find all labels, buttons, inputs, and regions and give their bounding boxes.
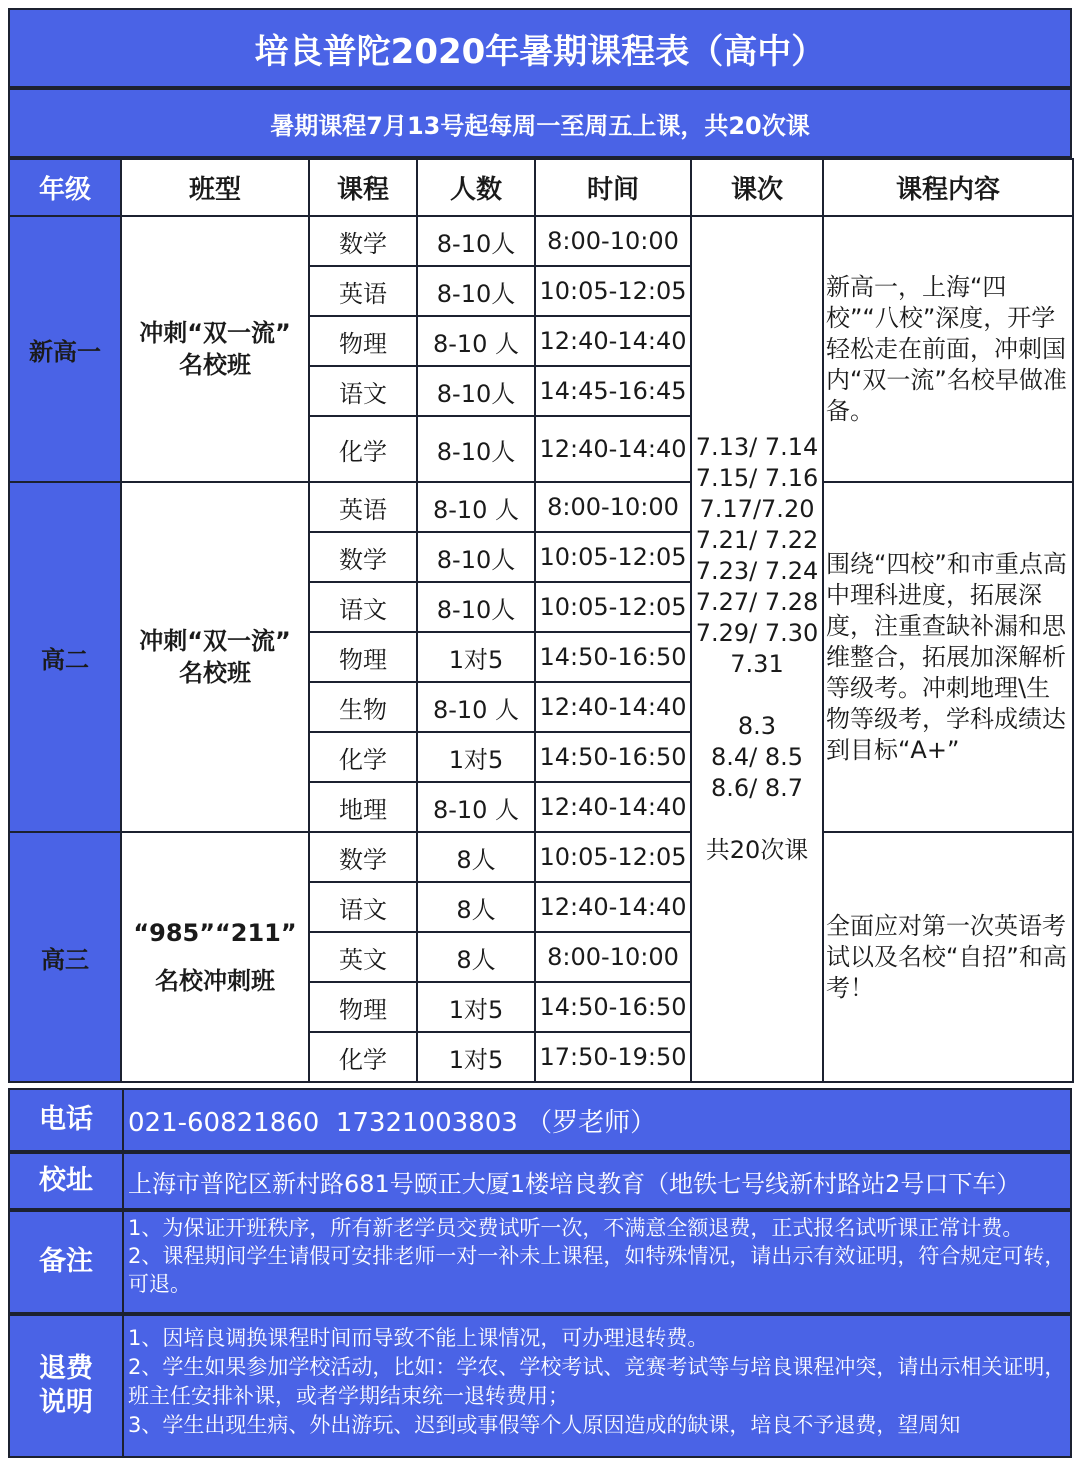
phone-row [8, 1088, 1072, 1152]
course-cell: 数学 [309, 216, 417, 266]
course-cell: 英语 [309, 266, 417, 316]
address-label: 校址 [10, 1154, 124, 1208]
time-cell: 10:05-12:05 [535, 832, 691, 882]
size-cell: 8人 [417, 832, 535, 882]
class-type-line: “985”“211” [133, 919, 297, 947]
refund-label-line-2: 说明 [39, 1387, 93, 1418]
refund-row [8, 1314, 1072, 1458]
address-value: 上海市普陀区新村路681号颐正大厦1楼培良教育（地铁七号线新村路站2号口下车） [128, 1169, 1021, 1198]
time-cell: 12:40-14:40 [535, 882, 691, 932]
class-type-line: 名校班 [179, 659, 251, 687]
table-row [9, 482, 1073, 532]
refund-label [10, 1316, 124, 1456]
course-cell: 地理 [309, 782, 417, 832]
time-cell: 10:05-12:05 [535, 582, 691, 632]
course-content-cell: 全面应对第一次英语考试以及名校“自招”和高考！ [823, 832, 1073, 1082]
table-header-row [9, 159, 1073, 216]
header-time: 时间 [535, 159, 691, 216]
sessions-line: 7.13/ 7.14 [695, 433, 819, 461]
size-cell: 8-10人 [417, 216, 535, 266]
class-type-cell [121, 832, 309, 1082]
course-cell: 英文 [309, 932, 417, 982]
header-sessions: 课次 [691, 159, 823, 216]
schedule-table [8, 158, 1074, 1083]
size-cell: 8人 [417, 882, 535, 932]
size-cell: 8-10 人 [417, 782, 535, 832]
phone-value: 021-60821860 17321003803 （罗老师） [128, 1107, 657, 1138]
course-cell: 数学 [309, 532, 417, 582]
size-cell: 8-10人 [417, 416, 535, 482]
class-type-cell [121, 216, 309, 482]
sessions-line: 7.27/ 7.28 [695, 588, 819, 616]
notes-label: 备注 [10, 1212, 124, 1312]
grade-cell: 高二 [9, 482, 121, 832]
course-cell: 语文 [309, 366, 417, 416]
time-cell: 12:40-14:40 [535, 782, 691, 832]
class-type-cell [121, 482, 309, 832]
schedule-poster [8, 8, 1072, 1458]
class-type-line: 名校班 [179, 351, 251, 379]
header-grade: 年级 [9, 159, 121, 216]
sessions-line: 7.15/ 7.16 [695, 464, 819, 492]
size-cell: 8-10人 [417, 532, 535, 582]
sessions-line: 7.21/ 7.22 [695, 526, 819, 554]
sessions-line: 7.17/7.20 [699, 495, 815, 523]
table-row [9, 216, 1073, 266]
time-cell: 8:00-10:00 [535, 482, 691, 532]
class-type-line: 冲刺“双一流” [139, 319, 291, 347]
size-cell: 8-10 人 [417, 316, 535, 366]
course-cell: 化学 [309, 416, 417, 482]
course-cell: 数学 [309, 832, 417, 882]
size-cell: 8人 [417, 932, 535, 982]
table-row [9, 832, 1073, 882]
course-cell: 化学 [309, 1032, 417, 1082]
refund-text [124, 1316, 1070, 1456]
course-cell: 生物 [309, 682, 417, 732]
size-cell: 1对5 [417, 982, 535, 1032]
time-cell: 12:40-14:40 [535, 416, 691, 482]
course-cell: 语文 [309, 882, 417, 932]
course-content-cell: 围绕“四校”和市重点高中理科进度，拓展深度，注重查缺补漏和思维整合，拓展加深解析等级考。冲刺地理\生物等级考，学科成绩达到目标“A+” [823, 482, 1073, 832]
class-type-line: 冲刺“双一流” [139, 627, 291, 655]
time-cell: 10:05-12:05 [535, 532, 691, 582]
header-size: 人数 [417, 159, 535, 216]
size-cell: 8-10 人 [417, 682, 535, 732]
phone-label: 电话 [10, 1090, 124, 1150]
time-cell: 10:05-12:05 [535, 266, 691, 316]
course-cell: 英语 [309, 482, 417, 532]
page-title: 培良普陀2020年暑期课程表（高中） [8, 8, 1072, 88]
sessions-line: 7.29/ 7.30 [695, 619, 819, 647]
sessions-line: 7.31 [730, 650, 784, 678]
page-subtitle: 暑期课程7月13号起每周一至周五上课，共20次课 [8, 88, 1072, 158]
time-cell: 14:45-16:45 [535, 366, 691, 416]
time-cell: 8:00-10:00 [535, 216, 691, 266]
time-cell: 17:50-19:50 [535, 1032, 691, 1082]
refund-item-1: 1、因培良调换课程时间而导致不能上课情况，可办理退转费。 [128, 1326, 709, 1350]
time-cell: 12:40-14:40 [535, 682, 691, 732]
course-content-cell: 新高一，上海“四校”“八校”深度，开学轻松走在前面，冲刺国内“双一流”名校早做准备。 [823, 216, 1073, 482]
time-cell: 12:40-14:40 [535, 316, 691, 366]
sessions-line [692, 680, 822, 711]
class-type-line: 名校冲刺班 [155, 967, 275, 995]
size-cell: 8-10人 [417, 366, 535, 416]
course-cell: 物理 [309, 316, 417, 366]
header-content: 课程内容 [823, 159, 1073, 216]
sessions-line: 共20次课 [705, 836, 809, 864]
course-cell: 物理 [309, 982, 417, 1032]
note-item-2: 2、课程期间学生请假可安排老师一对一补未上课程，如特殊情况，请出示有效证明，符合规定可转，可退。 [128, 1244, 1066, 1296]
address-row [8, 1152, 1072, 1210]
time-cell: 8:00-10:00 [535, 932, 691, 982]
grade-cell: 新高一 [9, 216, 121, 482]
time-cell: 14:50-16:50 [535, 732, 691, 782]
size-cell: 1对5 [417, 732, 535, 782]
note-item-1: 1、为保证开班秩序，所有新老学员交费试听一次，不满意全额退费，正式报名试听课正常计费。 [128, 1216, 1024, 1240]
time-cell: 14:50-16:50 [535, 982, 691, 1032]
refund-label-line-1: 退费 [39, 1353, 93, 1384]
sessions-line [692, 804, 822, 835]
header-course: 课程 [309, 159, 417, 216]
grade-cell: 高三 [9, 832, 121, 1082]
size-cell: 1对5 [417, 632, 535, 682]
size-cell: 8-10 人 [417, 482, 535, 532]
size-cell: 8-10人 [417, 266, 535, 316]
size-cell: 8-10人 [417, 582, 535, 632]
notes-row [8, 1210, 1072, 1314]
size-cell: 1对5 [417, 1032, 535, 1082]
sessions-line: 8.6/ 8.7 [710, 774, 804, 802]
sessions-cell [691, 216, 823, 1082]
time-cell: 14:50-16:50 [535, 632, 691, 682]
header-class-type: 班型 [121, 159, 309, 216]
refund-item-2: 2、学生如果参加学校活动，比如：学农、学校考试、竞赛考试等与培良课程冲突，请出示相关证明，班主任安排补课，或者学期结束统一退转费用； [128, 1355, 1066, 1408]
notes-text [124, 1212, 1070, 1312]
course-cell: 语文 [309, 582, 417, 632]
course-cell: 化学 [309, 732, 417, 782]
sessions-line: 8.3 [737, 712, 777, 740]
course-cell: 物理 [309, 632, 417, 682]
refund-item-3: 3、学生出现生病、外出游玩、迟到或事假等个人原因造成的缺课，培良不予退费，望周知 [128, 1413, 961, 1437]
sessions-line: 8.4/ 8.5 [710, 743, 804, 771]
sessions-line: 7.23/ 7.24 [695, 557, 819, 585]
